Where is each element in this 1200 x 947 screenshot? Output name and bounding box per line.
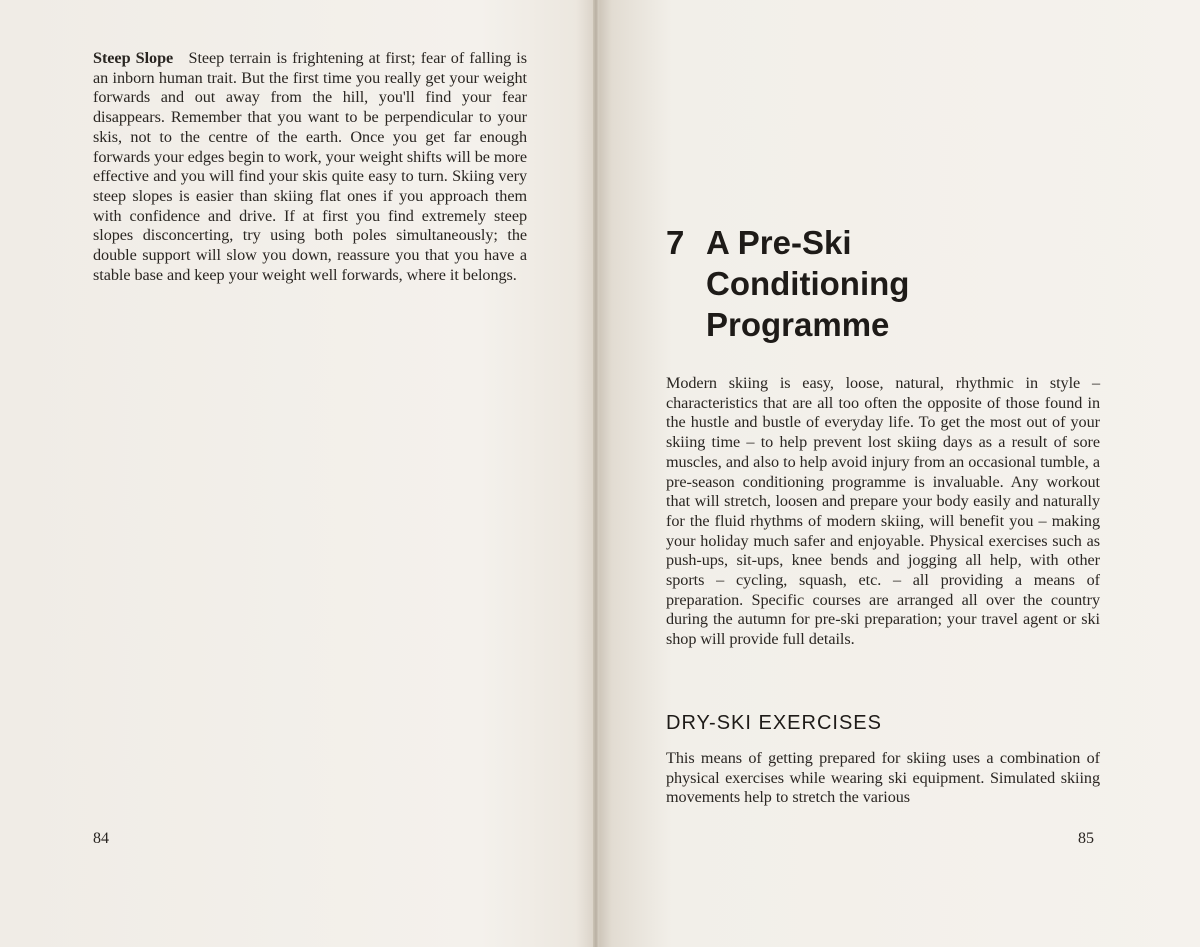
page-number-left: 84 <box>93 830 109 847</box>
intro-paragraph: Modern skiing is easy, loose, natural, rhythmic in style – characteristics that are all too often the opposite of those found in the hustle and bustle of everyday life. To get the most out of your skiing time – to help prevent lost skiing days as a result of sore muscles, and also to help avoid injury from an occasional tumble, a pre-season conditioning programme is invaluable. Any workout that will stretch, loosen and prepare your body easily and naturally for the fluid rhythms of modern skiing, will benefit you – making your holiday much safer and enjoyable. Physical exercises such as push-ups, sit-ups, knee bends and jogging all help, with other sports – cycling, squash, etc. – all providing a means of preparation. Specific courses are arranged all over the country during the autumn for pre-ski preparation; your travel agent or ski shop will provide full details. <box>666 374 1100 649</box>
chapter-title-line: A Pre-Ski <box>706 224 852 261</box>
chapter-title-line: Programme <box>706 306 890 343</box>
chapter-number: 7 <box>666 224 685 261</box>
page-number-right: 85 <box>1078 830 1094 847</box>
run-in-heading: Steep Slope <box>93 49 174 67</box>
steep-slope-paragraph <box>93 49 527 285</box>
paragraph-text: Steep terrain is frightening at first; fear of falling is an inborn human trait. But the first time you really get your weight forwards and out away from the hill, you'll find your fear disappears. Remember that you want to be perpendicular to your skis, not to the centre of the earth. Once you get far enough forwards your edges begin to work, your weight shifts will be more effective and you will find your skis quite easy to turn. Skiing very steep slopes is easier than skiing flat ones if you approach them with confidence and drive. If at first you find extremely steep slopes disconcerting, try using both poles simultaneously; the double support will slow you down, reassure you that you have a stable base and keep your weight well forwards, where it belongs. <box>93 49 527 284</box>
left-page <box>0 0 596 947</box>
section-heading: DRY-SKI EXERCISES <box>666 712 882 734</box>
chapter-title-line: Conditioning <box>706 265 910 302</box>
section-paragraph: This means of getting prepared for skiing uses a combination of physical exercises while wearing ski equipment. Simulated skiing movements help to stretch the various <box>666 749 1100 807</box>
